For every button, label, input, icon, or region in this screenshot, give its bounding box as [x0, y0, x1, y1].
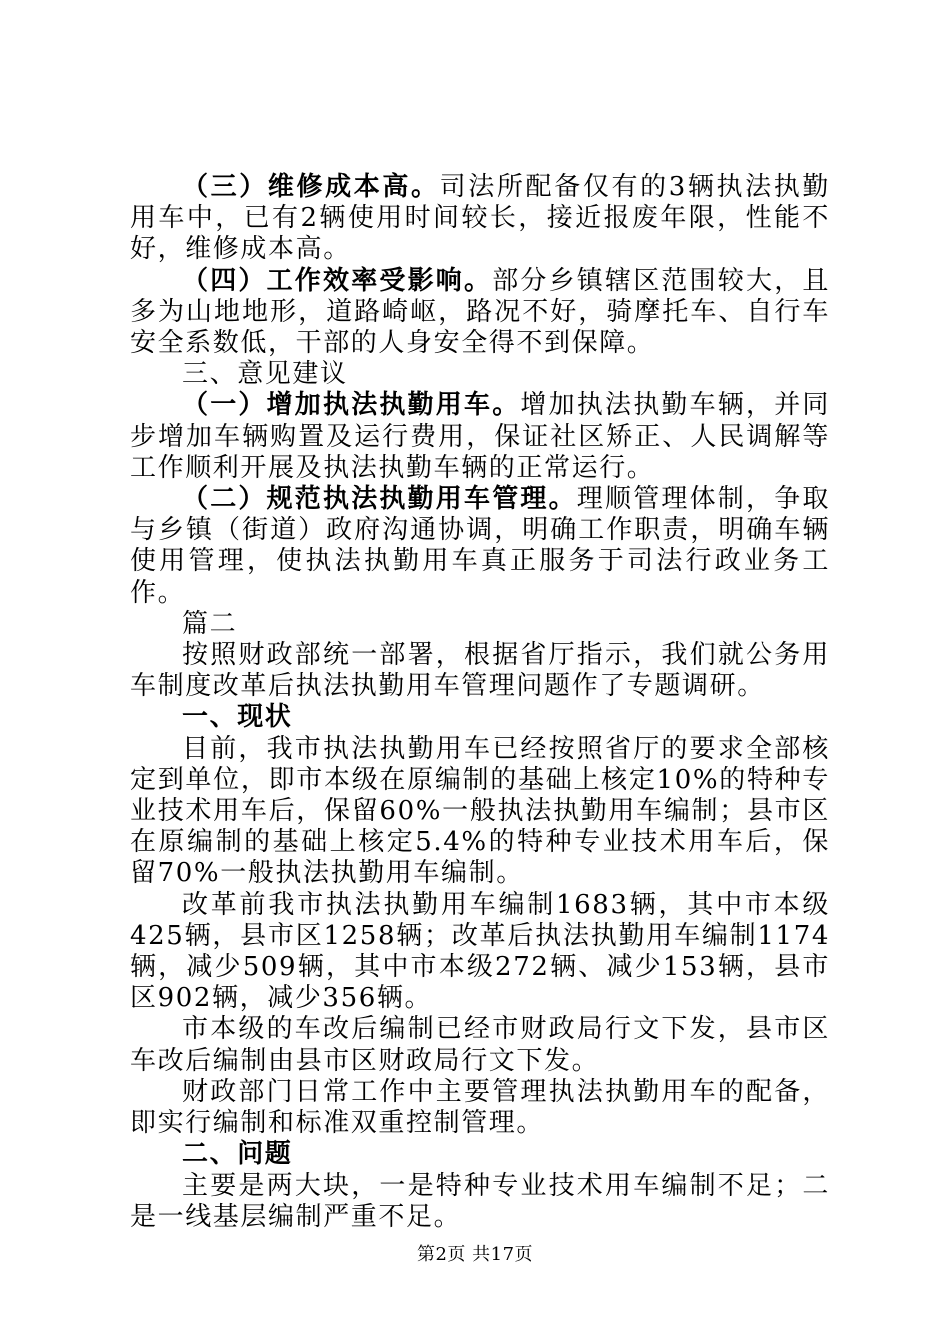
paragraph-lead: 二、问题 [182, 1139, 293, 1170]
paragraph-text: 市本级的车改后编制已经市财政局行文下发，县市区车改后编制由县市区财政局行文下发。 [130, 1014, 830, 1076]
paragraph-text: 三、意见建议 [182, 359, 348, 390]
paragraph-maintenance-cost [130, 172, 830, 266]
paragraph-text: 财政部门日常工作中主要管理执法执勤用车的配备，即实行编制和标准双重控制管理。 [130, 1076, 830, 1139]
paragraph-lead: （二）规范执法执勤用车管理。 [182, 484, 577, 515]
paragraph-text: 改革前我市执法执勤用车编制1683辆，其中市本级425辆，县市区1258辆；改革后执法执勤用车编制1174辆，减少509辆，其中市本级272辆、减少153辆，县市区902辆，减少356辆。 [130, 889, 830, 1014]
paragraph-increase-vehicles [130, 390, 830, 484]
paragraph-vehicle-counts [130, 890, 830, 1015]
paragraph-text: 目前，我市执法执勤用车已经按照省厅的要求全部核定到单位，即市本级在原编制的基础上核定10%的特种专业技术用车后，保留60%一般执法执勤用车编制；县市区在原编制的基础上核定5.4%的特种专业技术用车后，保留70%一般执法执勤用车编制。 [130, 733, 830, 889]
paragraph-current-allocation [130, 734, 830, 890]
paragraph-lead: 一、现状 [182, 702, 293, 733]
paragraph-lead: （三）维修成本高。 [182, 172, 440, 202]
section-heading-problems [130, 1139, 830, 1170]
page-number-footer: 第2页 共17页 [416, 1244, 534, 1265]
paragraph-text: 理顺管理体制，争取与乡镇（街道）政府沟通协调，明确工作职责，明确车辆使用管理，使执法执勤用车真正服务于司法行政业务工作。 [130, 484, 830, 608]
paragraph-text: 按照财政部统一部署，根据省厅指示，我们就公务用车制度改革后执法执勤用车管理问题作了专题调研。 [130, 640, 830, 702]
paragraph-lead: （一）增加执法执勤用车。 [182, 390, 521, 421]
section-heading-suggestions [130, 359, 830, 390]
chapter-label [130, 609, 830, 640]
document-body [130, 172, 830, 1233]
paragraph-finance-management [130, 1077, 830, 1139]
paragraph-problems-summary [130, 1171, 830, 1233]
paragraph-work-efficiency [130, 266, 830, 360]
paragraph-text: 部分乡镇辖区范围较大，且多为山地地形，道路崎岖，路况不好，骑摩托车、自行车安全系数低，干部的人身安全得不到保障。 [130, 265, 830, 359]
paragraph-text: 司法所配备仅有的3辆执法执勤用车中，已有2辆使用时间较长，接近报废年限，性能不好，维修成本高。 [130, 172, 830, 265]
paragraph-standardize-management [130, 484, 830, 609]
paragraph-text: 主要是两大块，一是特种专业技术用车编制不足；二是一线基层编制严重不足。 [130, 1170, 830, 1232]
paragraph-lead: （四）工作效率受影响。 [182, 265, 493, 296]
section-heading-status [130, 702, 830, 733]
paragraph-issuance [130, 1014, 830, 1076]
paragraph-text: 篇二 [182, 608, 238, 639]
paragraph-text: 增加执法执勤车辆，并同步增加车辆购置及运行费用，保证社区矫正、人民调解等工作顺利开展及执法执勤车辆的正常运行。 [130, 390, 831, 483]
paragraph-intro [130, 640, 830, 702]
